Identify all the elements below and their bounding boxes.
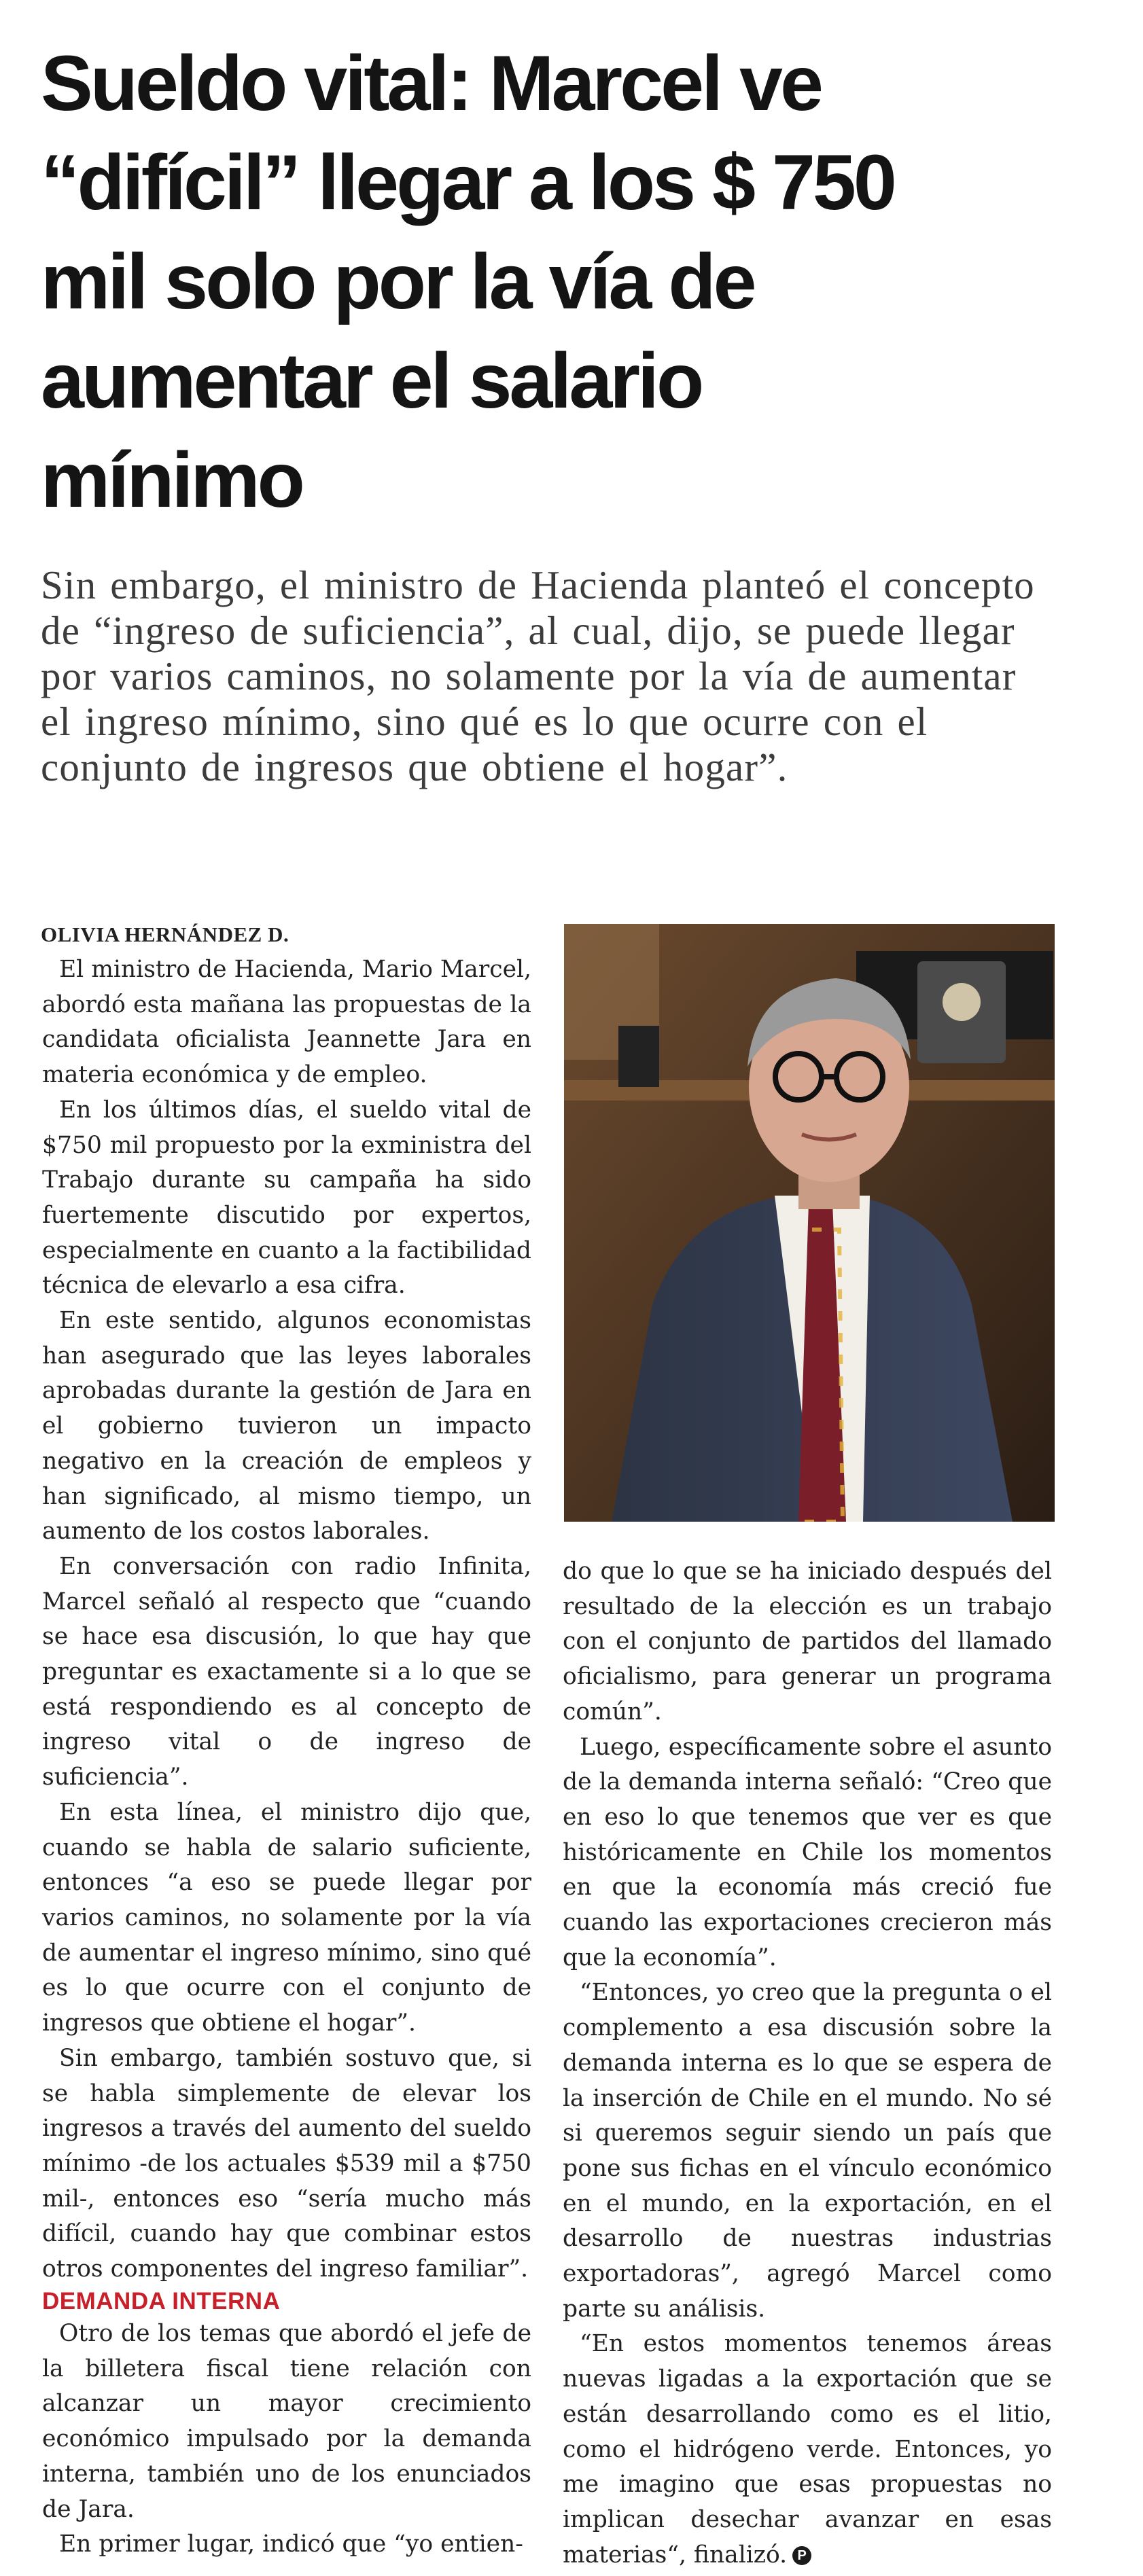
paragraph: Otro de los temas que abordó el jefe de la billetera fiscal tiene relación con alcanzar un mayor crecimiento económico impulsado por la demanda interna, también uno de los enunciados de Jara. <box>42 2320 531 2523</box>
paragraph-continuation: do que lo que se ha iniciado después del resultado de la elección es un trabajo con el conjunto de partidos del llamado oficialismo, para generar un programa común”. <box>563 1558 1052 1725</box>
paragraph: Sin embargo, también sostuvo que, si se habla simplemente de elevar los ingresos a través del aumento del sueldo mínimo -de los actuales $539 mil a $750 mil-, entonces eso “sería mucho más difícil, cuando hay que combinar estos otros componentes del ingreso familiar”. <box>42 2044 531 2283</box>
paragraph: En conversación con radio Infinita, Marcel señaló al respecto que “cuando se hace esa discusión, lo que hay que preguntar es exactamente si a lo que se está respondiendo es al concepto de ingreso vital o de ingreso de suficiencia”. <box>42 1552 531 1791</box>
paragraph-final <box>563 2327 1052 2573</box>
paragraph: En los últimos días, el sueldo vital de $750 mil propuesto por la exministra del Trabajo durante su campaña ha sido fuertemente discutido por expertos, especialmente en cuanto a la factibilidad técnica de elevarlo a esa cifra. <box>42 1096 531 1300</box>
byline: OLIVIA HERNÁNDEZ D. <box>41 923 289 946</box>
paragraph: “Entonces, yo creo que la pregunta o el complemento a esa discusión sobre la demanda interna es lo que se espera de la inserción de Chile en el mundo. No sé si queremos seguir siendo un país que pone sus fichas en el vínculo económico en el mundo, en la exportación, en el desarrollo de nuestras industrias exportadoras”, agregó Marcel como parte su análisis. <box>563 1979 1052 2323</box>
column-1-continued <box>42 2316 531 2561</box>
section-subhead: DEMANDA INTERNA <box>42 2288 281 2314</box>
paragraph: Luego, específicamente sobre el asunto de la demanda interna señaló: “Creo que en eso lo que tenemos que ver es que históricamente en Chile los momentos en que la economía más creció fue cuando las exportaciones crecieron más que la economía”. <box>563 1733 1052 1971</box>
column-1 <box>42 952 531 2283</box>
final-text: “En estos momentos tenemos áreas nuevas ligadas a la exportación que se están desarrollando como es el litio, como el hidrógeno verde. Entonces, yo me imagino que esas propuestas no implican desechar avanzar en esas materias“, finalizó. <box>563 2330 1052 2569</box>
paragraph: En este sentido, algunos economistas han asegurado que las leyes laborales aprobadas durante la gestión de Jara en el gobierno tuvieron un impacto negativo en la creación de empleos y han significado, al mismo tiempo, un aumento de los costos laborales. <box>42 1307 531 1545</box>
minister-photo-illustration <box>564 924 1055 1522</box>
paragraph: En esta línea, el ministro dijo que, cuando se habla de salario suficiente, entonces “a eso se puede llegar por varios caminos, no solamente por la vía de aumentar el ingreso mínimo, sino qué es lo que ocurre con el conjunto de ingresos que obtiene el hogar”. <box>42 1798 531 2037</box>
end-mark-icon: P <box>792 2546 811 2565</box>
paragraph: En primer lugar, indicó que “yo entien- <box>59 2530 523 2558</box>
paragraph: El ministro de Hacienda, Mario Marcel, abordó esta mañana las propuestas de la candidata oficialista Jeannette Jara en materia económica y de empleo. <box>42 956 531 1089</box>
article-photo <box>564 924 1055 1522</box>
deck: Sin embargo, el ministro de Hacienda planteó el concepto de “ingreso de suficiencia”, al cual, dijo, se puede llegar por varios caminos, no solamente por la vía de aumentar el ingreso mínimo, sino qué es lo que ocurre con el conjunto de ingresos que obtiene el hogar”. <box>41 562 1035 789</box>
headline: Sueldo vital: Marcel ve “difícil” llegar a los $ 750 mil solo por la vía de aumentar el salario mínimo <box>41 40 894 524</box>
column-2 <box>563 1554 1052 2569</box>
